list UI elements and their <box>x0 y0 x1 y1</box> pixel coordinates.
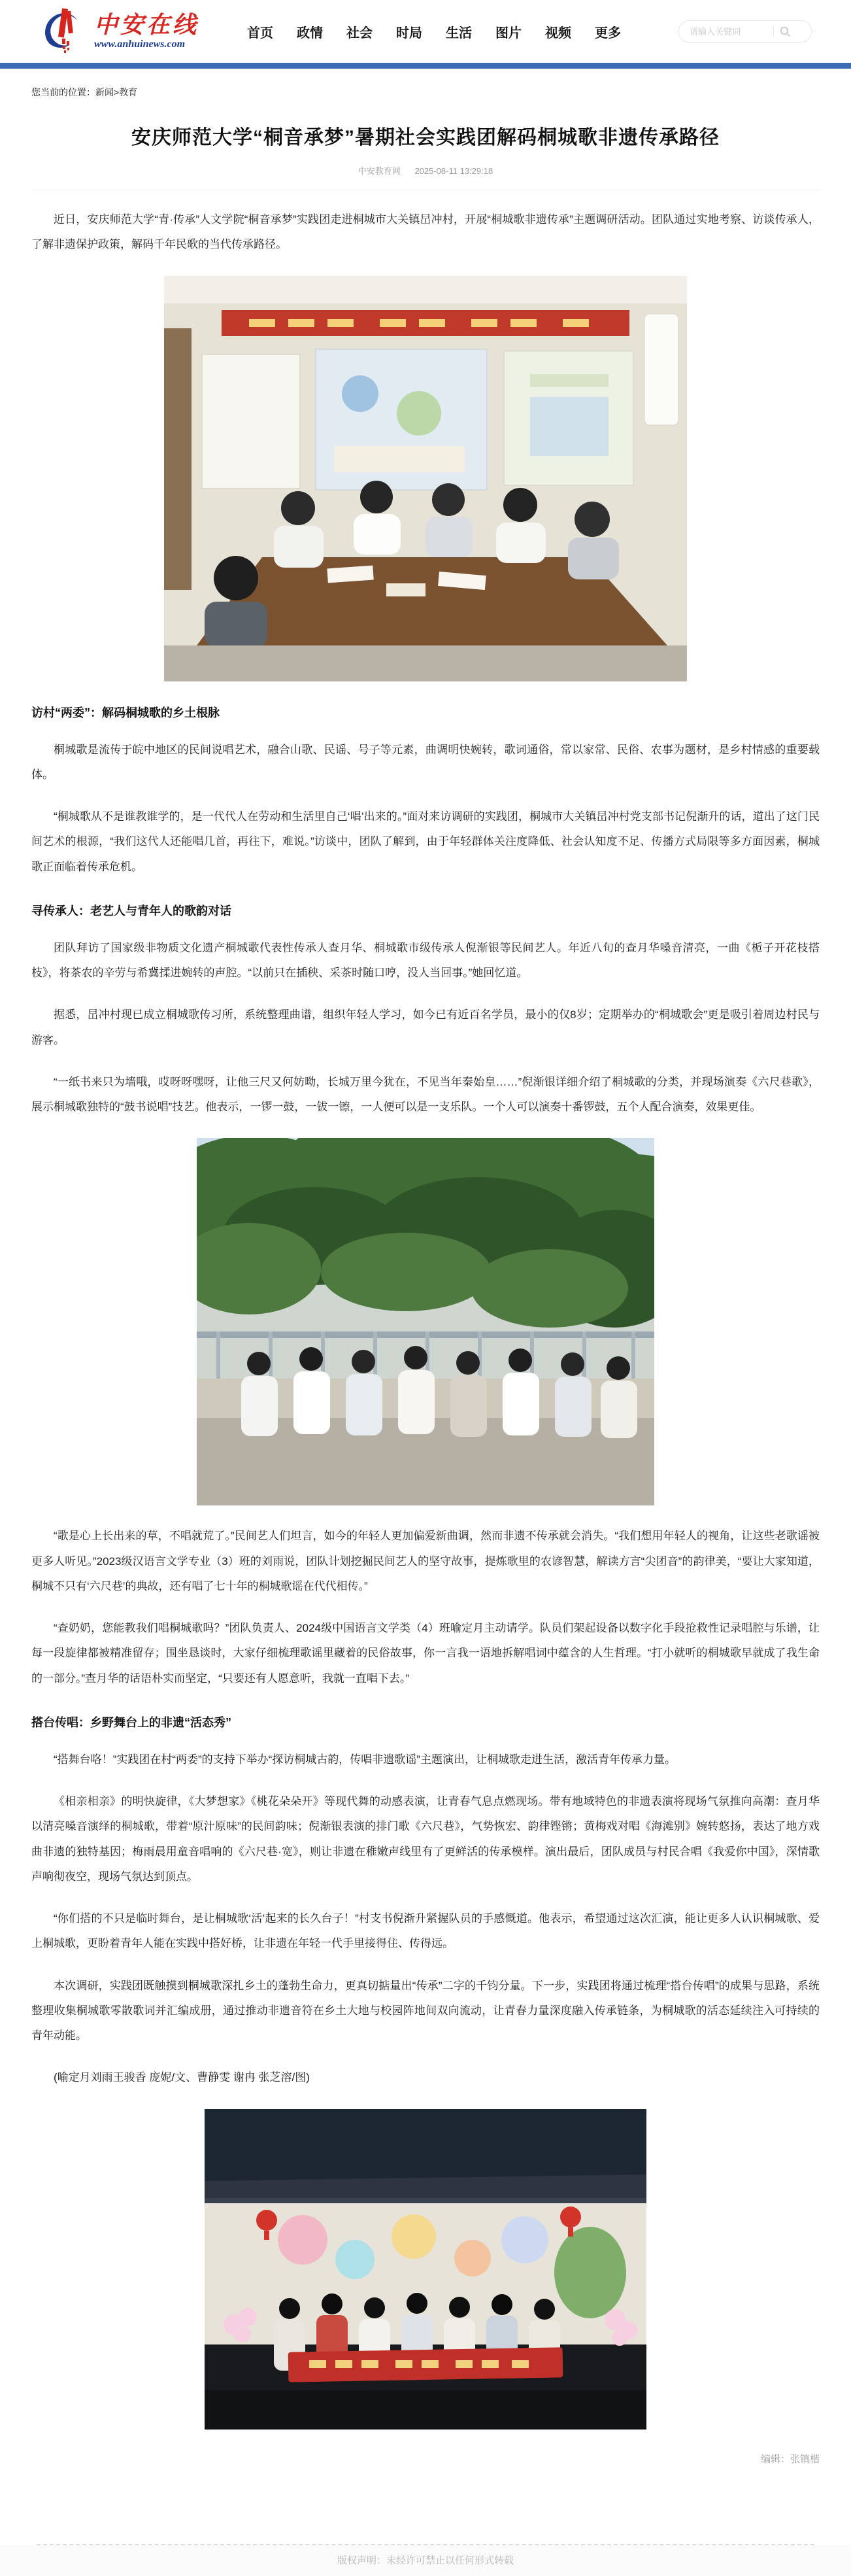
page-title: 安庆师范大学“桐音承梦”暑期社会实践团解码桐城歌非遗传承路径 <box>131 127 720 148</box>
article-datetime: 2025-08-11 13:29:18 <box>414 166 493 176</box>
search-box <box>678 20 812 43</box>
article-paragraph: “你们搭的不只是临时舞台，是让桐城歌‘活’起来的长久台子！”村支书倪渐升紧握队员的手感慨道。他表示，希望通过这次汇演，能让更多人认识桐城歌、爱上桐城歌，更盼着青年人能在实践中搭好桥，让非遗在年轻一代手里接得住、传得远。 <box>31 1912 820 1950</box>
site-header <box>0 0 851 63</box>
breadcrumb-prefix: 您当前的位置： <box>31 87 95 97</box>
nav-item-life[interactable]: 生活 <box>446 26 473 41</box>
nav-item-home[interactable]: 首页 <box>247 26 274 41</box>
nav-item-society[interactable]: 社会 <box>346 26 373 41</box>
main-nav <box>247 22 621 41</box>
breadcrumb-separator: > <box>114 87 120 97</box>
article-photo-outdoor-interview <box>31 1138 820 1505</box>
nav-item-current[interactable]: 时局 <box>396 26 423 41</box>
breadcrumb-section[interactable]: 新闻 <box>95 87 114 97</box>
article-paragraph: “歌是心上长出来的草，不唱就荒了。”民间艺人们坦言，如今的年轻人更加偏爱新曲调，然而非遗不传承就会消失。“我们想用年轻人的视角，让这些老歌谣被更多人听见。”2023级汉语言文学专业（3）班的刘雨说，团队计划挖掘民间艺人的坚守故事，提炼歌里的农谚智慧，解读方言“尖团音”的韵律美，“要让大家知道，桐城不只有‘六尺巷’的典故，还有唱了七十年的桐城歌谣在代代相传。” <box>31 1530 820 1592</box>
article-paragraph: 本次调研，实践团既触摸到桐城歌深扎乡土的蓬勃生命力，更真切掂量出“传承”二字的千钧分量。下一步，实践团将通过梳理“搭台传唱”的成果与思路，系统整理收集桐城歌零散歌词并汇编成册，通过推动非遗音符在乡土大地与校园阵地间双向流动，让青春力量深度融入传承链条，为桐城歌的活态延续注入可持续的青年动能。 <box>31 1979 820 2042</box>
article-paragraph: “桐城歌从不是谁教谁学的，是一代代人在劳动和生活里自己‘唱’出来的。”面对来访调研的实践团，桐城市大关镇旵冲村党支部书记倪渐升的话，道出了这门民间艺术的根源，“我们这代人还能唱几首，再往下，难说。”访谈中，团队了解到，由于年轻群体关注度降低、社会认知度不足、传播方式局限等多方面因素，桐城歌正面临着传承危机。 <box>31 810 820 873</box>
search-divider <box>773 26 774 37</box>
search-icon[interactable] <box>779 26 791 37</box>
site-url: www.anhuinews.com <box>94 39 186 50</box>
search-input[interactable] <box>688 26 768 37</box>
article-paragraph: 团队拜访了国家级非物质文化遗产桐城歌代表性传承人查月华、桐城歌市级传承人倪渐银等民间艺人。年近八旬的查月华嗓音清亮，一曲《栀子开花枝搭枝》，将茶农的辛劳与希冀揉进婉转的声腔。“以前只在插秧、采茶时随口哼，没人当回事。”她回忆道。 <box>31 941 820 979</box>
article-paragraph: “搭舞台咯！”实践团在村“两委”的支持下举办“探访桐城古韵，传唱非遗歌谣”主题演出，让桐城歌走进生活，激活青年传承力量。 <box>54 1753 676 1766</box>
site-name: 中安在线 <box>94 12 199 38</box>
article-meta <box>31 164 820 190</box>
site-logo[interactable] <box>41 5 199 59</box>
editor-credit: 编辑：张镇楷 <box>760 2453 820 2465</box>
article-paragraph: 《相亲相亲》的明快旋律，《大梦想家》《桃花朵朵开》等现代舞的动感表演，让青春气息点燃现场。带有地域特色的非遗表演将现场气氛推向高潮：查月华以清亮嗓音演绎的桐城歌，带着“原汁原味”的民间韵味；倪渐银表演的排门歌《六尺巷》，气势恢宏、韵律铿锵；黄梅戏对唱《海滩别》婉转悠扬，表达了地方戏曲非遗的独特基因；梅雨晨用童音唱响的《六尺巷·宽》，则让非遗在稚嫩声线里有了更鲜活的传承模样。演出最后，团队成员与村民合唱《我爱你中国》，深情歌声响彻夜空，现场气氛达到顶点。 <box>31 1795 820 1883</box>
article-body <box>31 207 820 2430</box>
article-paragraph: 桐城歌是流传于皖中地区的民间说唱艺术，融合山歌、民谣、号子等元素，曲调明快婉转，歌词通俗，常以家常、民俗、农事为题材，是乡村情感的重要载体。 <box>31 743 820 781</box>
article-page <box>31 69 820 2465</box>
article-photo-evening-stage <box>31 2109 820 2430</box>
breadcrumb-category[interactable]: 教育 <box>119 87 138 97</box>
article-paragraph: “查奶奶，您能教我们唱桐城歌吗？”团队负责人、2024级中国语言文学类（4）班喻定月主动请学。队员们架起设备以数字化手段抢救性记录唱腔与乐谱，让每一段旋律都被精准留存；围坐恳谈时，大家仔细梳理歌谣里藏着的民俗故事，你一言我一语地拆解唱词中蕴含的人生哲理。“打小就听的桐城歌早就成了我生命的一部分。”查月华的话语朴实而坚定，“只要还有人愿意听，我就一直唱下去。” <box>31 1622 820 1685</box>
nav-item-video[interactable]: 视频 <box>545 26 572 41</box>
section-heading: 寻传承人：老艺人与青年人的歌韵对话 <box>31 904 231 918</box>
nav-item-more[interactable]: 更多 <box>595 26 622 41</box>
breadcrumb <box>31 86 820 99</box>
article-source: 中安教育网 <box>358 166 401 176</box>
copyright-notice: 版权声明：未经许可禁止以任何形式转载 <box>0 2545 851 2576</box>
nav-item-politics[interactable]: 政情 <box>297 26 324 41</box>
article-photo-meeting-room <box>31 276 820 681</box>
section-heading: 搭台传唱：乡野舞台上的非遗“活态秀” <box>31 1715 231 1729</box>
article-paragraph: “一纸书来只为墙哦，哎呀呀嘿呀，让他三尺又何妨呦，长城万里今犹在，不见当年秦始皇……”倪渐银详细介绍了桐城歌的分类，并现场演奏《六尺巷歌》，展示桐城歌独特的“鼓书说唱”技艺。他表示，一锣一鼓，一钹一镲，一人便可以是一支乐队。一个人可以演奏十番锣鼓，五个人配合演奏，效果更佳。 <box>31 1075 820 1113</box>
anhuinews-logo-icon <box>41 5 88 59</box>
article-paragraph: 据悉，旵冲村现已成立桐城歌传习所，系统整理曲谱，组织年轻人学习，如今已有近百名学员，最小的仅8岁；定期举办的“桐城歌会”更是吸引着周边村民与游客。 <box>31 1008 820 1046</box>
article-paragraph: 近日，安庆师范大学“青·传承”人文学院“桐音承梦”实践团走进桐城市大关镇旵冲村，开展“桐城歌非遗传承”主题调研活动。团队通过实地考察、访谈传承人，了解非遗保护政策，解码千年民歌的当代传承路径。 <box>31 213 820 251</box>
nav-item-pictures[interactable]: 图片 <box>495 26 522 41</box>
section-heading: 访村“两委”：解码桐城歌的乡土根脉 <box>31 706 220 719</box>
header-accent-bar <box>0 63 851 69</box>
article-byline: (喻定月刘雨王骏香 庞妮/文、曹静雯 谢冉 张芝溶/图) <box>54 2071 310 2084</box>
